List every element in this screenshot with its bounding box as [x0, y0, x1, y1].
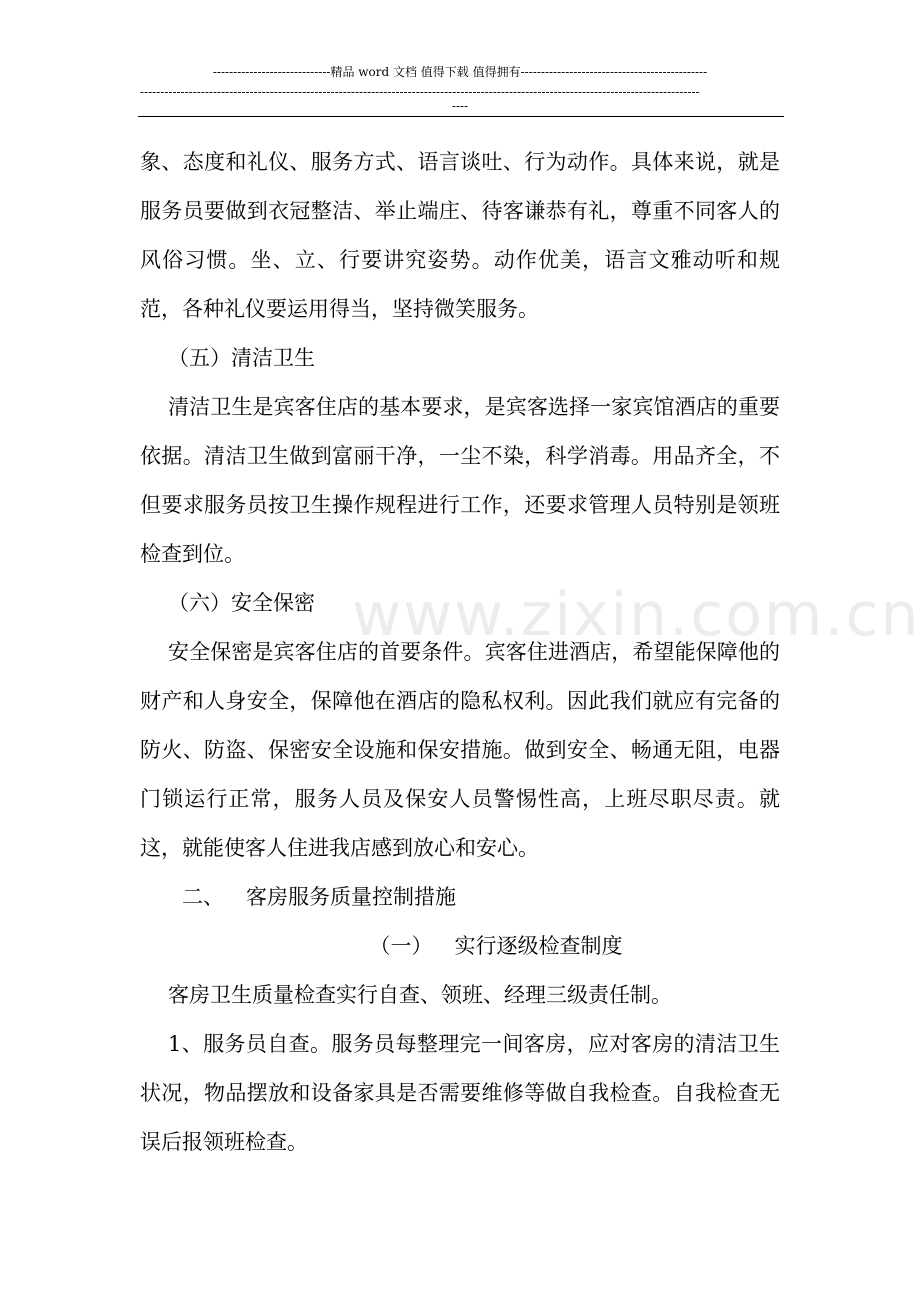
heading-section-two	[140, 873, 780, 922]
paragraph-service-etiquette: 象、态度和礼仪、服务方式、语言谈吐、行为动作。具体来说，就是服务员要做到衣冠整洁、举止端庄、待客谦恭有礼，尊重不同客人的风俗习惯。坐、立、行要讲究姿势。动作优美，语言文雅动听和规范，各种礼仪要运用得当，坚持微笑服务。	[140, 150, 780, 321]
paragraph-cleanliness: 清洁卫生是宾客住店的基本要求，是宾客选择一家宾馆酒店的重要依据。清洁卫生做到富丽干净，一尘不染，科学消毒。用品齐全，不但要求服务员按卫生操作规程进行工作，还要求管理人员特别是领班检查到位。	[140, 395, 780, 566]
subsection-one-title: 实行逐级检查制度	[454, 934, 623, 958]
header-rule	[138, 116, 784, 117]
document-body	[140, 138, 780, 1167]
subsection-one-number: （一）	[369, 934, 433, 958]
section-two-number: 二、	[182, 885, 224, 909]
header-dashes: ------------------------------------------------------------------------------------------------------------------------------------------	[140, 85, 700, 99]
heading-security: （六）安全保密	[168, 591, 315, 615]
section-two-title: 客房服务质量控制措施	[246, 885, 456, 909]
watermark: www.zixin.com.cn	[352, 580, 920, 650]
heading-cleanliness: （五）清洁卫生	[168, 346, 315, 370]
header-dashes-tail: ----	[451, 99, 469, 113]
header-banner: -----------------------------精品 word 文档 值得下载 值得拥有----------------------------------------------	[212, 65, 708, 79]
heading-subsection-one	[140, 922, 780, 971]
paragraph-security: 安全保密是宾客住店的首要条件。宾客住进酒店，希望能保障他的财产和人身安全，保障他在酒店的隐私权利。因此我们就应有完备的防火、防盗、保密安全设施和保安措施。做到安全、畅通无阻，电器门锁运行正常，服务人员及保安人员警惕性高，上班尽职尽责。就这，就能使客人住进我店感到放心和安心。	[140, 640, 780, 860]
paragraph-self-check: 1、服务员自查。服务员每整理完一间客房，应对客房的清洁卫生状况，物品摆放和设备家具是否需要维修等做自我检查。自我检查无误后报领班检查。	[140, 1032, 780, 1154]
paragraph-three-level-check: 客房卫生质量检查实行自查、领班、经理三级责任制。	[168, 983, 672, 1007]
